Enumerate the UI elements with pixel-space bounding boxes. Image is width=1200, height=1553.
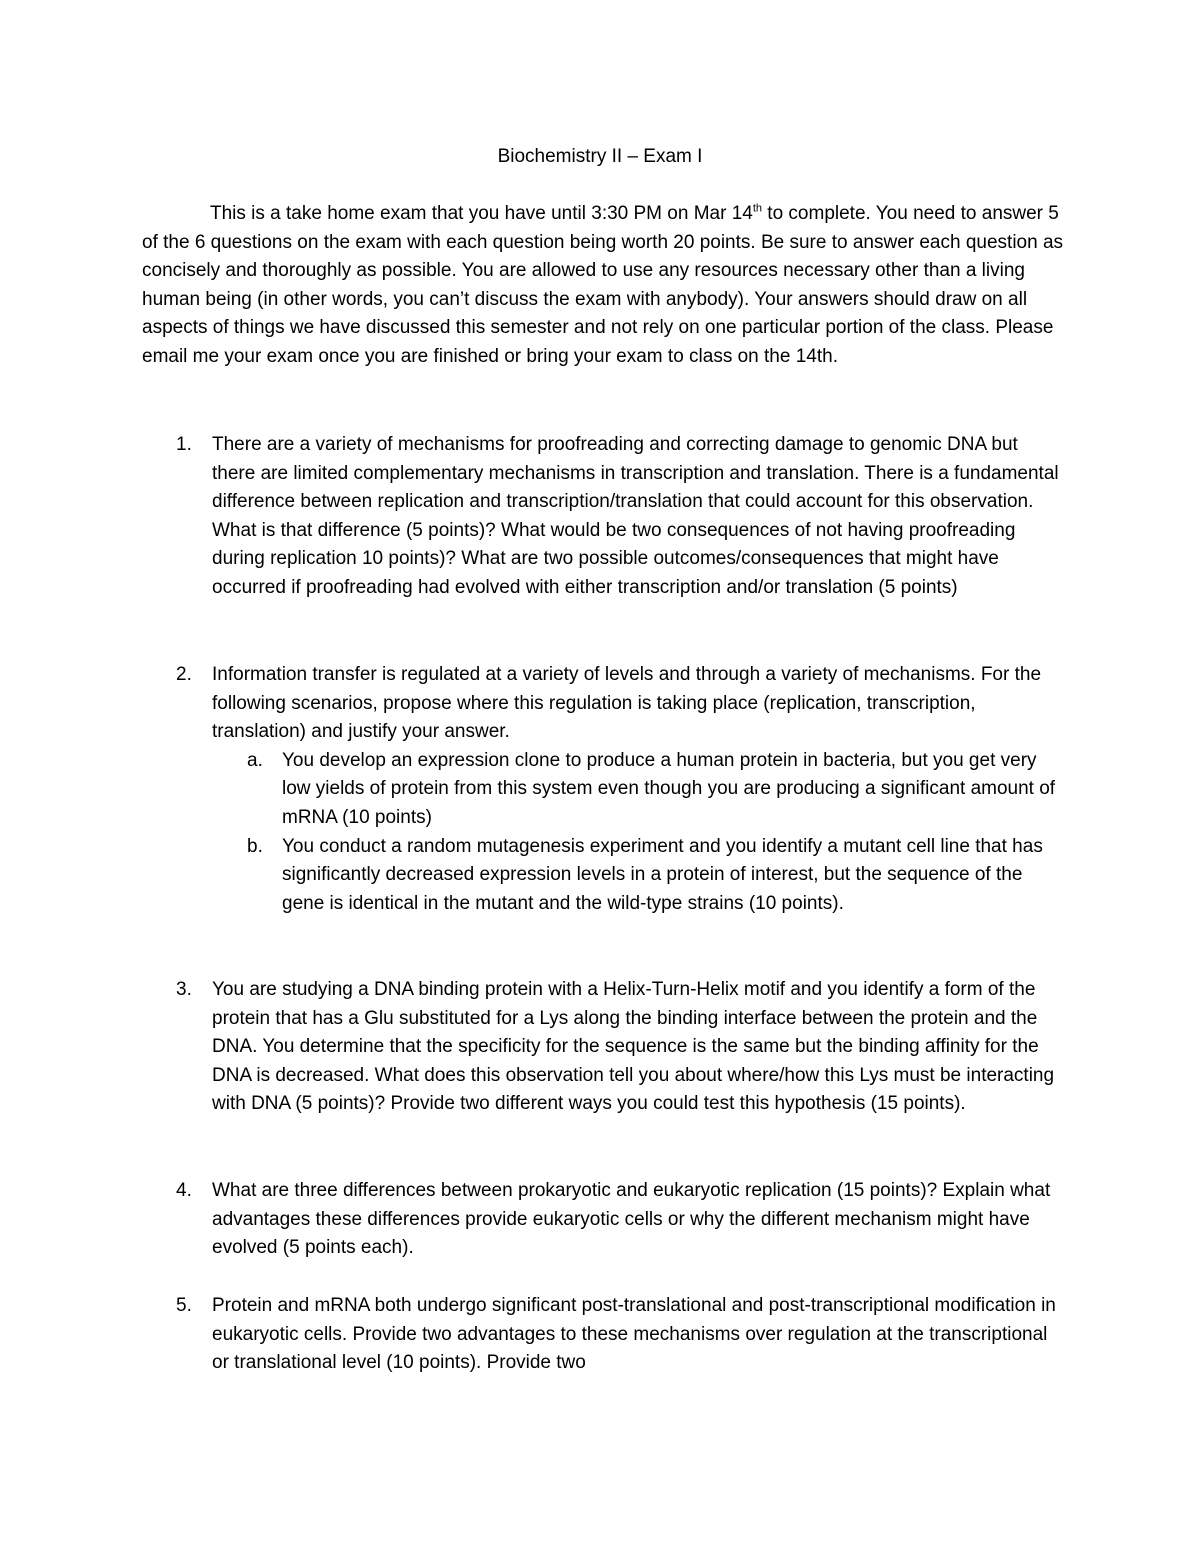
question-number: 2. [176, 664, 192, 685]
question-number: 1. [176, 434, 192, 455]
question-text: There are a variety of mechanisms for proofreading and correcting damage to genomic DNA but there are limited complementary mechanisms in transcription and translation. There is a fundamental difference between replication and transcription/translation that could account for this observation. What is that difference (5 points)? What would be two consequences of not having proofreading during replication 10 points)? What are two possible outcomes/consequences that might have occurred if proofreading had evolved with either transcription and/or translation (5 points) [212, 434, 1059, 598]
question-1 [142, 431, 1064, 603]
question-text: Information transfer is regulated at a variety of levels and through a variety of mechanisms. For the following scenarios, propose where this regulation is taking place (replication, transcription, translation) and justify your answer. [212, 664, 1042, 743]
question-number: 5. [176, 1295, 192, 1316]
question-text: What are three differences between prokaryotic and eukaryotic replication (15 points)? Explain what advantages these differences provide eukaryotic cells or why the different mechanism might have evolved (5 points each). [212, 1180, 1051, 1259]
sub-question-letter: a. [247, 749, 263, 771]
sub-question-a [212, 747, 1064, 833]
question-2 [142, 661, 1064, 918]
question-3 [142, 976, 1064, 1119]
sub-question-b [212, 833, 1064, 919]
sub-question-letter: b. [247, 835, 263, 857]
sub-question-text: You conduct a random mutagenesis experiment and you identify a mutant cell line that has significantly decreased expression levels in a protein of interest, but the sequence of the gene is identical in the mutant and the wild-type strains (10 points). [282, 835, 1043, 914]
question-5 [142, 1292, 1064, 1378]
page-title: Biochemistry II – Exam I [497, 146, 703, 167]
question-number: 4. [176, 1180, 192, 1201]
instructions-text-start: This is a take home exam that you have until 3:30 PM on Mar 14 [210, 203, 753, 224]
instructions-text-end: to complete. You need to answer 5 of the 6 questions on the exam with each question being worth 20 points. Be sure to answer each question as concisely and thoroughly as possible. You are allowed to use any resources necessary other than a living human being (in other words, you can’t discuss the exam with anybody). Your answers should draw on all aspects of things we have discussed this semester and not rely on one particular portion of the class. Please email me your exam once you are finished or bring your exam to class on the 14th. [142, 203, 1064, 367]
ordinal-suffix: th [752, 202, 763, 215]
question-number: 3. [176, 979, 192, 1000]
question-text: You are studying a DNA binding protein with a Helix-Turn-Helix motif and you identify a form of the protein that has a Glu substituted for a Lys along the binding interface between the protein and the DNA. You determine that the specificity for the sequence is the same but the binding affinity for the DNA is decreased. What does this observation tell you about where/how this Lys must be interacting with DNA (5 points)? Provide two different ways you could test this hypothesis (15 points). [212, 979, 1055, 1115]
sub-question-text: You develop an expression clone to produce a human protein in bacteria, but you get very low yields of protein from this system even though you are producing a significant amount of mRNA (10 points) [282, 749, 1056, 828]
question-text: Protein and mRNA both undergo significant post-translational and post-transcriptional modification in eukaryotic cells. Provide two advantages to these mechanisms over regulation at the transcriptional or translational level (10 points). Provide two [212, 1295, 1056, 1374]
question-4 [142, 1177, 1064, 1263]
exam-instructions [142, 200, 1064, 372]
